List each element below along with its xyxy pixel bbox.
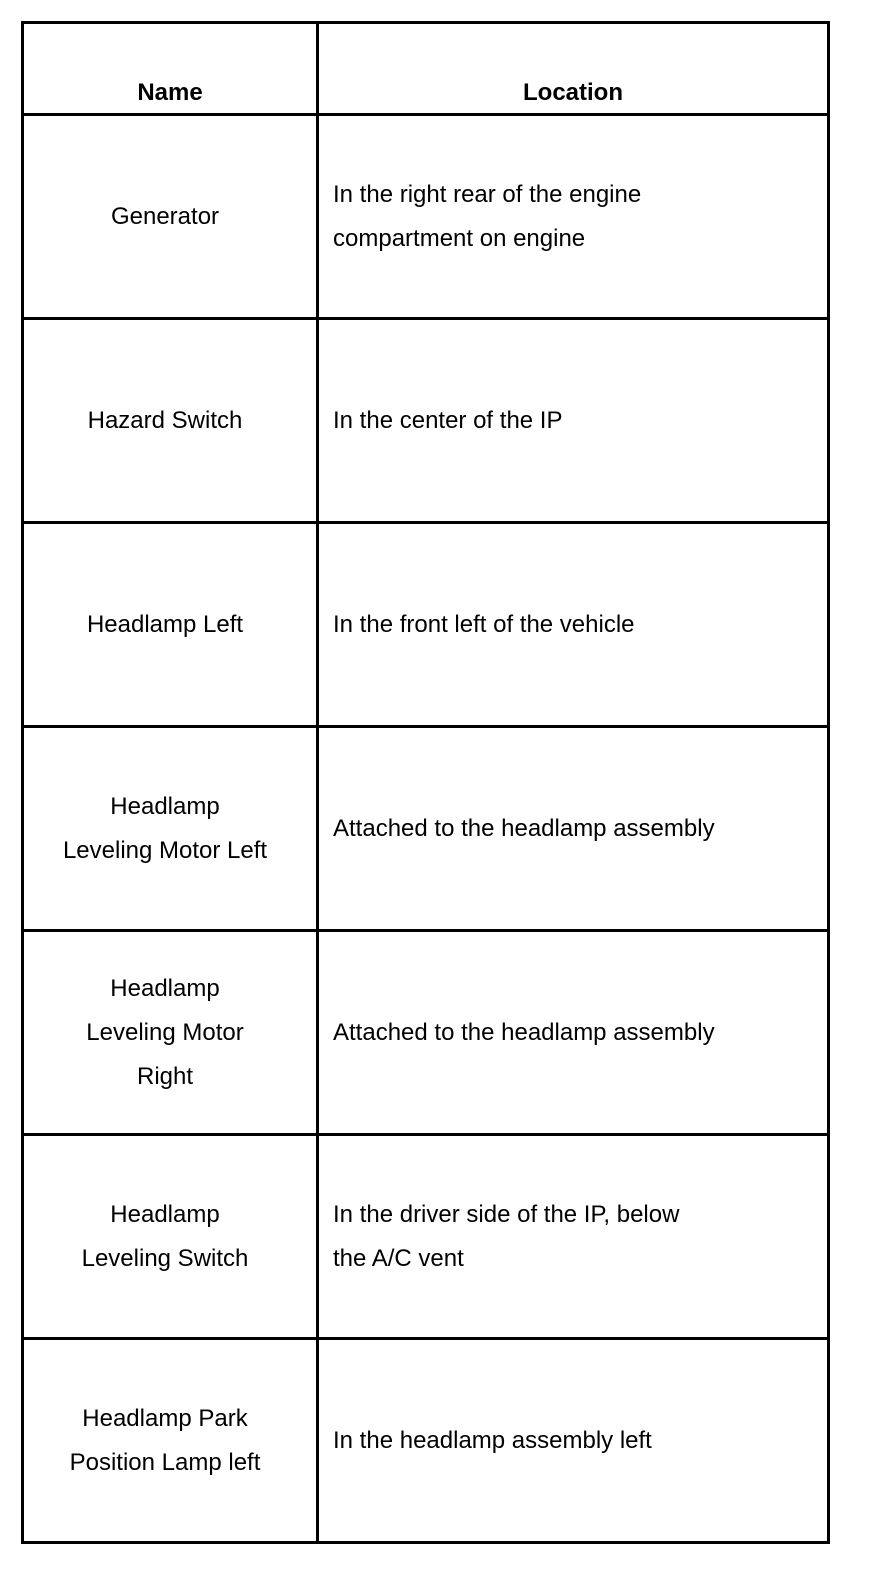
name-text: Leveling Switch [81,1244,249,1272]
location-cell [318,115,829,319]
location-text: In the center of the IP [333,406,563,434]
location-text: In the right rear of the engine [333,180,642,208]
table-row [23,1135,829,1339]
location-text: Attached to the headlamp assembly [333,1018,715,1046]
table-row [23,523,829,727]
component-location-table [21,21,830,1544]
name-text: Headlamp Left [86,610,244,638]
name-cell [23,931,318,1135]
table-row [23,931,829,1135]
location-cell [318,523,829,727]
name-cell [23,1339,318,1543]
name-text: Headlamp Park [82,1404,248,1432]
table-row [23,115,829,319]
name-cell [23,523,318,727]
location-text: In the front left of the vehicle [333,610,635,638]
location-text: the A/C vent [333,1244,464,1272]
name-text: Leveling Motor Left [62,836,268,864]
name-text: Generator [110,202,220,230]
name-text: Leveling Motor [86,1018,244,1046]
location-cell [318,727,829,931]
name-cell [23,727,318,931]
location-column-header: Location [318,23,829,115]
name-text: Hazard Switch [87,406,243,434]
location-cell [318,931,829,1135]
name-cell [23,115,318,319]
table-row [23,1339,829,1543]
name-cell [23,1135,318,1339]
location-text: Attached to the headlamp assembly [333,814,715,842]
table-row [23,727,829,931]
name-text: Right [136,1062,194,1090]
location-cell [318,1339,829,1543]
name-column-header: Name [23,23,318,115]
location-text: compartment on engine [333,224,586,252]
location-text: In the headlamp assembly left [333,1426,652,1454]
table-row [23,319,829,523]
name-text: Position Lamp left [69,1448,261,1476]
name-text: Headlamp [110,1200,220,1228]
name-cell [23,319,318,523]
name-text: Headlamp [110,792,220,820]
location-cell [318,319,829,523]
table-header-row [23,23,829,115]
location-cell [318,1135,829,1339]
name-text: Headlamp [110,974,220,1002]
location-text: In the driver side of the IP, below [333,1200,680,1228]
